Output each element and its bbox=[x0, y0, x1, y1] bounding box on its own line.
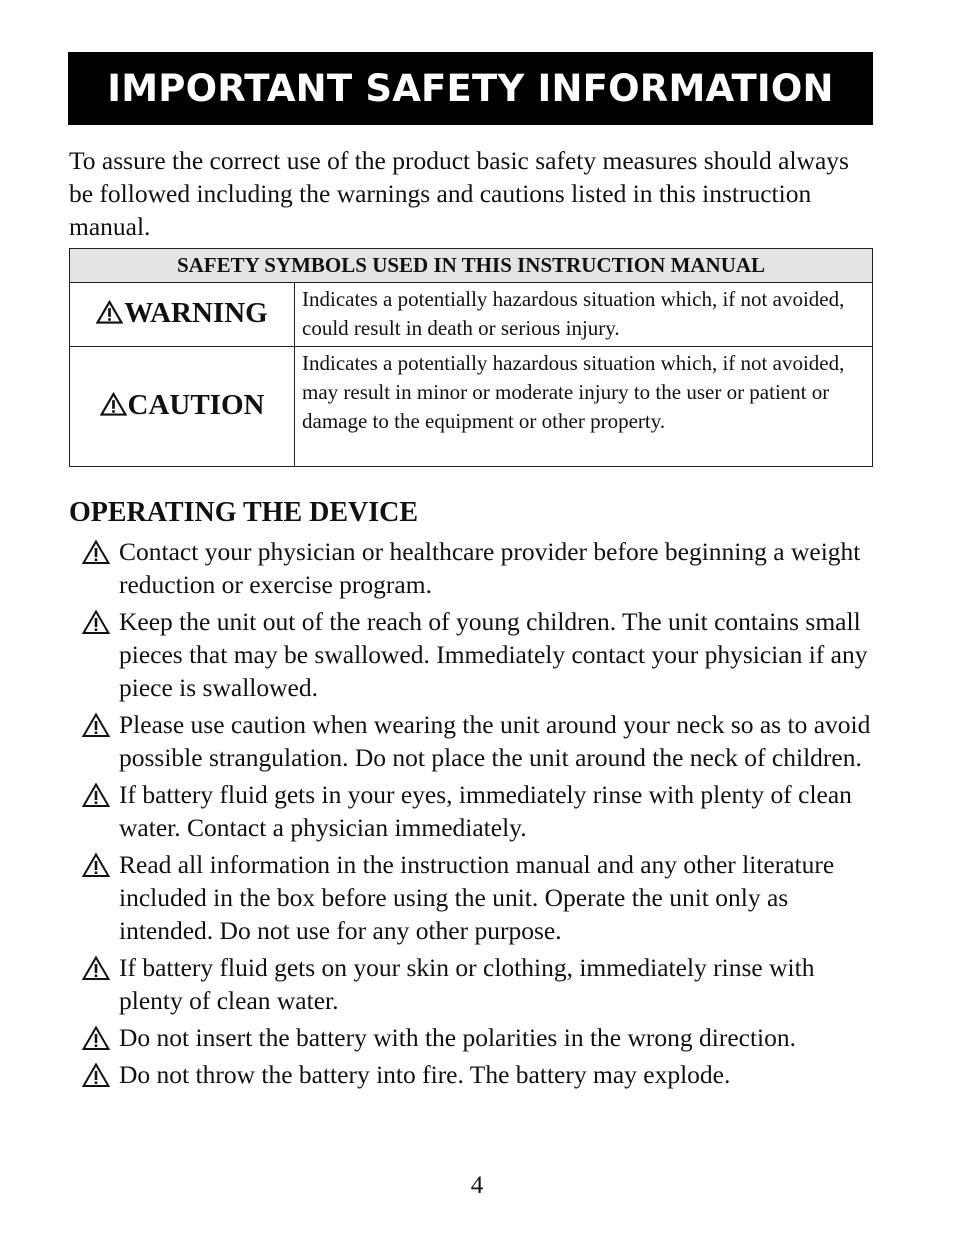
warning-triangle-icon bbox=[82, 1062, 110, 1088]
section-title: OPERATING THE DEVICE bbox=[69, 497, 419, 528]
table-row-caution bbox=[70, 347, 873, 467]
warning-triangle-icon bbox=[82, 609, 110, 635]
warning-label: WARNING bbox=[124, 297, 268, 329]
caution-symbol-cell bbox=[70, 347, 295, 467]
table-row-warning bbox=[70, 283, 873, 347]
intro-paragraph: To assure the correct use of the product basic safety measures should always be followed including the warnings and cautions listed in this instruction manual. bbox=[69, 146, 849, 241]
page-number: 4 bbox=[470, 1172, 484, 1199]
list-item bbox=[82, 951, 872, 1017]
safety-symbols-table bbox=[69, 248, 873, 467]
item-text: If battery fluid gets in your eyes, immediately rinse with plenty of clean water. Contact a physician immediately. bbox=[119, 780, 852, 842]
warning-description: Indicates a potentially hazardous situation which, if not avoided, could result in death or serious injury. bbox=[295, 283, 873, 347]
list-item bbox=[82, 1058, 872, 1091]
list-item bbox=[82, 708, 872, 774]
list-item bbox=[82, 848, 872, 947]
item-text: Please use caution when wearing the unit around your neck so as to avoid possible strangulation. Do not place the unit around the neck of children. bbox=[119, 710, 871, 772]
warning-symbol-cell bbox=[70, 283, 295, 347]
warning-triangle-icon bbox=[82, 712, 110, 738]
page-title: IMPORTANT SAFETY INFORMATION bbox=[107, 67, 834, 110]
list-item bbox=[82, 1021, 872, 1054]
warning-triangle-icon bbox=[82, 1025, 110, 1051]
item-text: Read all information in the instruction manual and any other literature included in the box before using the unit. Operate the unit only as intended. Do not use for any other purpose. bbox=[119, 850, 835, 945]
warning-triangle-icon bbox=[82, 852, 110, 878]
table-heading: SAFETY SYMBOLS USED IN THIS INSTRUCTION MANUAL bbox=[70, 249, 873, 283]
list-item bbox=[82, 535, 872, 601]
warning-triangle-icon bbox=[96, 299, 123, 332]
caution-description: Indicates a potentially hazardous situation which, if not avoided, may result in minor or moderate injury to the user or patient or damage to the equipment or other property. bbox=[295, 347, 873, 467]
item-text: If battery fluid gets on your skin or clothing, immediately rinse with plenty of clean water. bbox=[119, 953, 815, 1015]
list-item bbox=[82, 605, 872, 704]
caution-label: CAUTION bbox=[127, 389, 265, 421]
warning-triangle-icon bbox=[82, 539, 110, 565]
warning-triangle-icon bbox=[82, 782, 110, 808]
item-text: Do not throw the battery into fire. The battery may explode. bbox=[119, 1060, 731, 1089]
item-text: Keep the unit out of the reach of young children. The unit contains small pieces that may be swallowed. Immediately contact your physician if any piece is swallowed. bbox=[119, 607, 868, 702]
title-banner bbox=[68, 52, 873, 125]
item-text: Contact your physician or healthcare provider before beginning a weight reduction or exercise program. bbox=[119, 537, 861, 599]
item-text: Do not insert the battery with the polarities in the wrong direction. bbox=[119, 1023, 797, 1052]
warning-triangle-icon bbox=[82, 955, 110, 981]
safety-item-list bbox=[82, 535, 872, 1095]
list-item bbox=[82, 778, 872, 844]
warning-triangle-icon bbox=[100, 391, 127, 424]
